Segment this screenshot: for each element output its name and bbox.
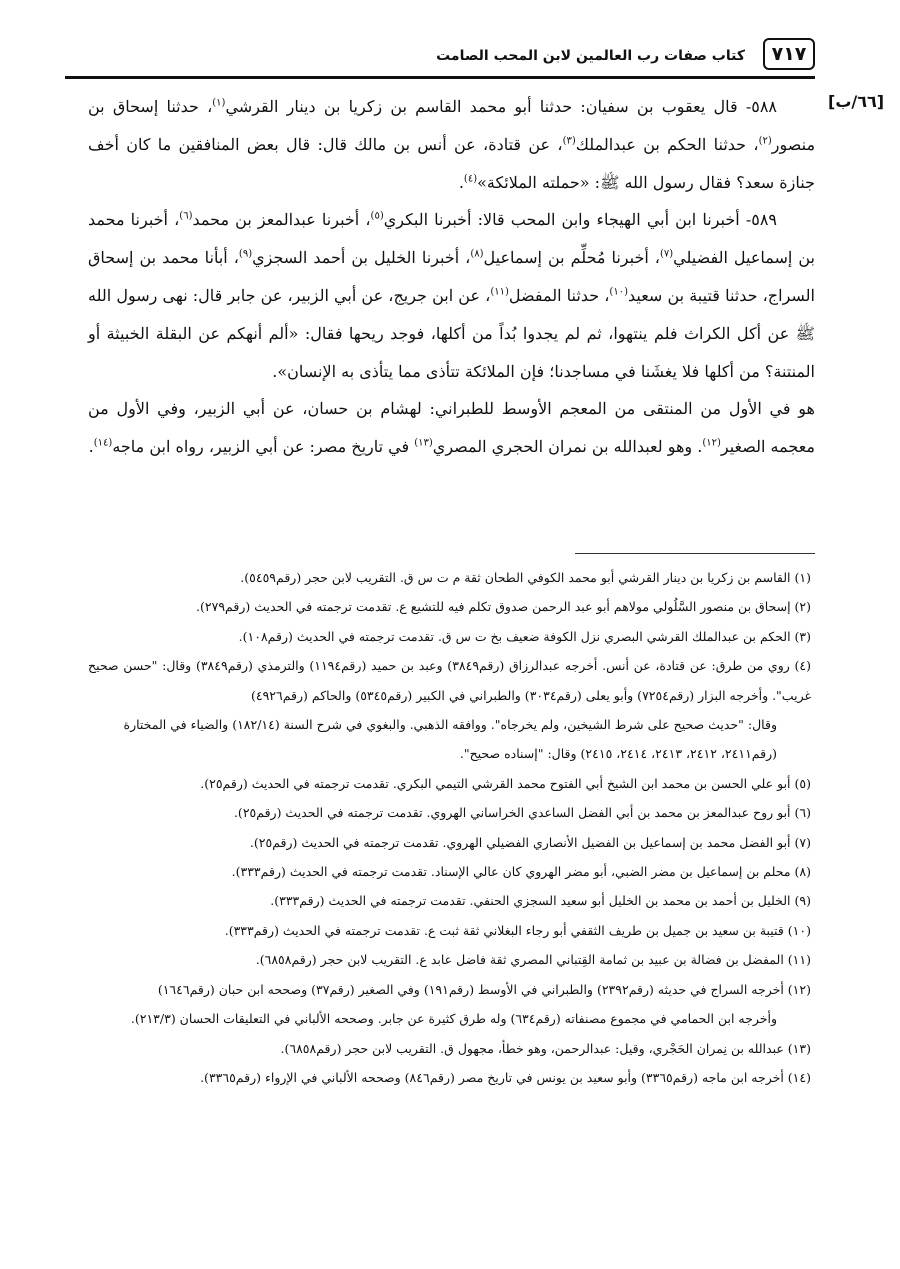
text-run: ، أخبرنا الخليل بن أحمد السجزي — [252, 248, 471, 268]
footnote-ref[interactable]: (١٢) — [702, 437, 721, 449]
footnote-1: (١) القاسم بن زكريا بن دينار القرشي أبو محمد الكوفي الطحان ثقة م ت س ق. التقريب لابن حجر (رقم٥٤٥٩). — [240, 570, 811, 585]
footnote-ref[interactable]: (٢) — [758, 135, 772, 147]
text-run: ، عن ابن جريج، عن أبي الزبير، عن جابر قال: نهى رسول الله ﷺ عن أكل الكراث فلم ينتهوا، ثم لم يجدوا بُداً من أكلها، فوجد ريحها فقال: «ألم أنهكم عن البقلة الخبيثة أو المنتنة؟ من أكلها فلا يغشَنا في مساجدنا؛ فإن الملائكة تتأذى مما يتأذى به الإنسان». — [88, 285, 816, 381]
footnote-9: (٩) الخليل بن أحمد بن محمد بن الخليل أبو سعيد السجزي الحنفي. تقدمت ترجمته في الحديث (رقم٣٣٣). — [270, 893, 811, 909]
text-run: ، أخبرنا عبدالمعز بن محمد — [192, 210, 371, 230]
footnote-6: (٦) أبو روح عبدالمعز بن محمد بن أبي الفضل الساعدي الخراساني الهروي. تقدمت ترجمته في الحديث (رقم٢٥). — [233, 805, 811, 821]
text-run: في تاريخ مصر: عن أبي الزبير، رواه ابن ماجه — [112, 437, 415, 457]
footnote-ref[interactable]: (١٠) — [609, 286, 628, 298]
text-run: ، حدثنا الحكم بن عبدالملك — [575, 134, 759, 154]
footnote-ref[interactable]: (٣) — [562, 135, 576, 147]
footnote-ref[interactable]: (٨) — [470, 248, 484, 260]
footnote-8: (٨) محلم بن إسماعيل بن مضر الضبي، أبو مضر الهروي كان عالي الإسناد. تقدمت ترجمته في الحديث (رقم٣٣٣). — [231, 864, 811, 880]
text-run: ، عن قتادة، عن أنس بن مالك قال: قال بعض المنافقين ما كان أخف جنازة سعد؟ فقال رسول الله ﷺ: «حملته الملائكة» — [88, 134, 815, 192]
text-run: ٥٨٩- أخبرنا ابن أبي الهيجاء وابن المحب قالا: أخبرنا البكري — [383, 210, 778, 230]
footnote-13: (١٣) عبدالله بن نِمران الحَجْري، وقيل: عبدالرحمن، وهو خطأ، مجهول ق. التقريب لابن حجر (رقم٦٨٥٨). — [280, 1040, 811, 1056]
footnotes — [88, 563, 815, 1092]
text-run: . وهو لعبدالله بن نمران الحجري المصري — [432, 437, 703, 457]
page-number-box: ٧١٧ — [763, 38, 815, 70]
text-run: . — [458, 172, 464, 192]
text-run: ، حدثنا إسحاق بن منصور — [88, 97, 816, 154]
text-run: ، أخبرنا محمد بن إسماعيل الفضيلي — [88, 210, 815, 268]
footnote-2: (٢) إسحاق بن منصور السَّلُولي مولاهم أبو عبد الرحمن صدوق تكلم فيه للتشيع ع. تقدمت ترجمته في الحديث (رقم٢٧٩). — [196, 599, 811, 615]
footnote-ref[interactable]: (٤) — [463, 173, 478, 185]
text-run: ، أخبرنا مُحلِّم بن إسماعيل — [483, 248, 660, 268]
footnote-separator — [575, 553, 815, 554]
footnote-4-continued: وقال: "حديث صحيح على شرط الشيخين، ولم يخرجاه". ووافقه الذهبي. والبغوي في شرح السنة (١٨٢/١٤) والضياء في المختارة (رقم٢٤١١، ٢٤١٢، ٢٤١٣، ٢٤١٤، ٢٤١٥) وقال: "إسناده صحيح". — [123, 717, 777, 762]
page-header — [65, 38, 815, 78]
footnote-3: (٣) الحكم بن عبدالملك القرشي البصري نزل الكوفة ضعيف بخ ت س ق. تقدمت ترجمته في الحديث (رقم١٠٨). — [238, 628, 811, 644]
takhrij-paragraph — [88, 390, 815, 466]
footnote-10: (١٠) قتيبة بن سعيد بن جميل بن طريف الثقفي أبو رجاء البغلاني ثقة ثبت ع. تقدمت ترجمته في الحديث (رقم٣٣٣). — [224, 922, 811, 938]
footnote-ref[interactable]: (١) — [212, 97, 226, 109]
footnote-4: (٤) روي من طرق: عن قتادة، عن أنس. أخرجه عبدالرزاق (رقم٣٨٤٩) وعبد بن حميد (رقم١١٩٤) والترمذي (رقم٣٨٤٩) وقال: "حسن صحيح غريب". وأخرجه البزار (رقم٧٢٥٤) وأبو يعلى (رقم٣٠٣٤) والطبراني في الكبير (رقم٥٣٤٥) والحاكم (رقم٤٩٢٦) — [88, 658, 811, 703]
footnote-12: (١٢) أخرجه السراج في حديثه (رقم٢٣٩٢) والطبراني في الأوسط (رقم١٩١) وفي الصغير (رقم٣٧) وصححه ابن حبان (رقم١٦٤٦) — [157, 981, 811, 997]
footnote-5: (٥) أبو علي الحسن بن محمد ابن الشيخ أبي الفتوح محمد القرشي التيمي البكري. تقدمت ترجمته في الحديث (رقم٢٥). — [200, 775, 811, 791]
footnote-ref[interactable]: (١٣) — [414, 437, 433, 449]
footnote-11: (١١) المفضل بن فضالة بن عبيد بن ثمامة القِتباني المصري ثقة فاضل عابد ع. التقريب لابن حجر (رقم٦٨٥٨). — [255, 952, 811, 968]
footnote-ref[interactable]: (٦) — [179, 211, 193, 223]
text-run: ٥٨٨- قال يعقوب بن سفيان: حدثنا أبو محمد القاسم بن زكريا بن دينار القرشي — [225, 97, 778, 116]
footnote-7: (٧) أبو الفضل محمد بن إسماعيل بن الفضيل الأنصاري الفضيلي الهروي. تقدمت ترجمته في الحديث (رقم٢٥). — [249, 834, 811, 850]
header-rule — [65, 76, 815, 79]
footnote-ref[interactable]: (٧) — [659, 248, 674, 260]
footnote-12-continued: وأخرجه ابن الحمامي في مجموع مصنفاته (رقم٦٣٤) وله طرق كثيرة عن جابر. وصححه الألباني في التعليقات الحسان (٢١٣/٣). — [130, 1011, 777, 1027]
main-text — [88, 88, 815, 466]
footnote-ref[interactable]: (٥) — [370, 211, 384, 223]
manuscript-folio-reference: [٦٦/ب] — [828, 92, 885, 111]
footnote-ref[interactable]: (١٤) — [93, 437, 113, 449]
footnote-ref[interactable]: (٩) — [238, 248, 253, 260]
hadith-588 — [88, 88, 815, 201]
text-run: . — [88, 437, 94, 457]
text-run: ، حدثنا المفضل — [508, 285, 610, 305]
footnote-ref[interactable]: (١١) — [490, 286, 509, 298]
book-title: كتاب صفات رب العالمين لابن المحب الصامت — [436, 48, 745, 64]
hadith-589 — [88, 201, 815, 390]
footnote-14: (١٤) أخرجه ابن ماجه (رقم٣٣٦٥) وأبو سعيد بن يونس في تاريخ مصر (رقم٨٤٦) وصححه الألباني في الإرواء (رقم٣٣٦٥). — [200, 1069, 811, 1085]
text-run: هو في الأول من المنتقى من المعجم الأوسط للطبراني: لهشام بن حسان، عن أبي الزبير، وفي الأول من معجمه الصغير — [88, 399, 815, 457]
text-run: ، أبأنا محمد بن إسحاق السراج، حدثنا قتيبة بن سعيد — [88, 248, 815, 305]
